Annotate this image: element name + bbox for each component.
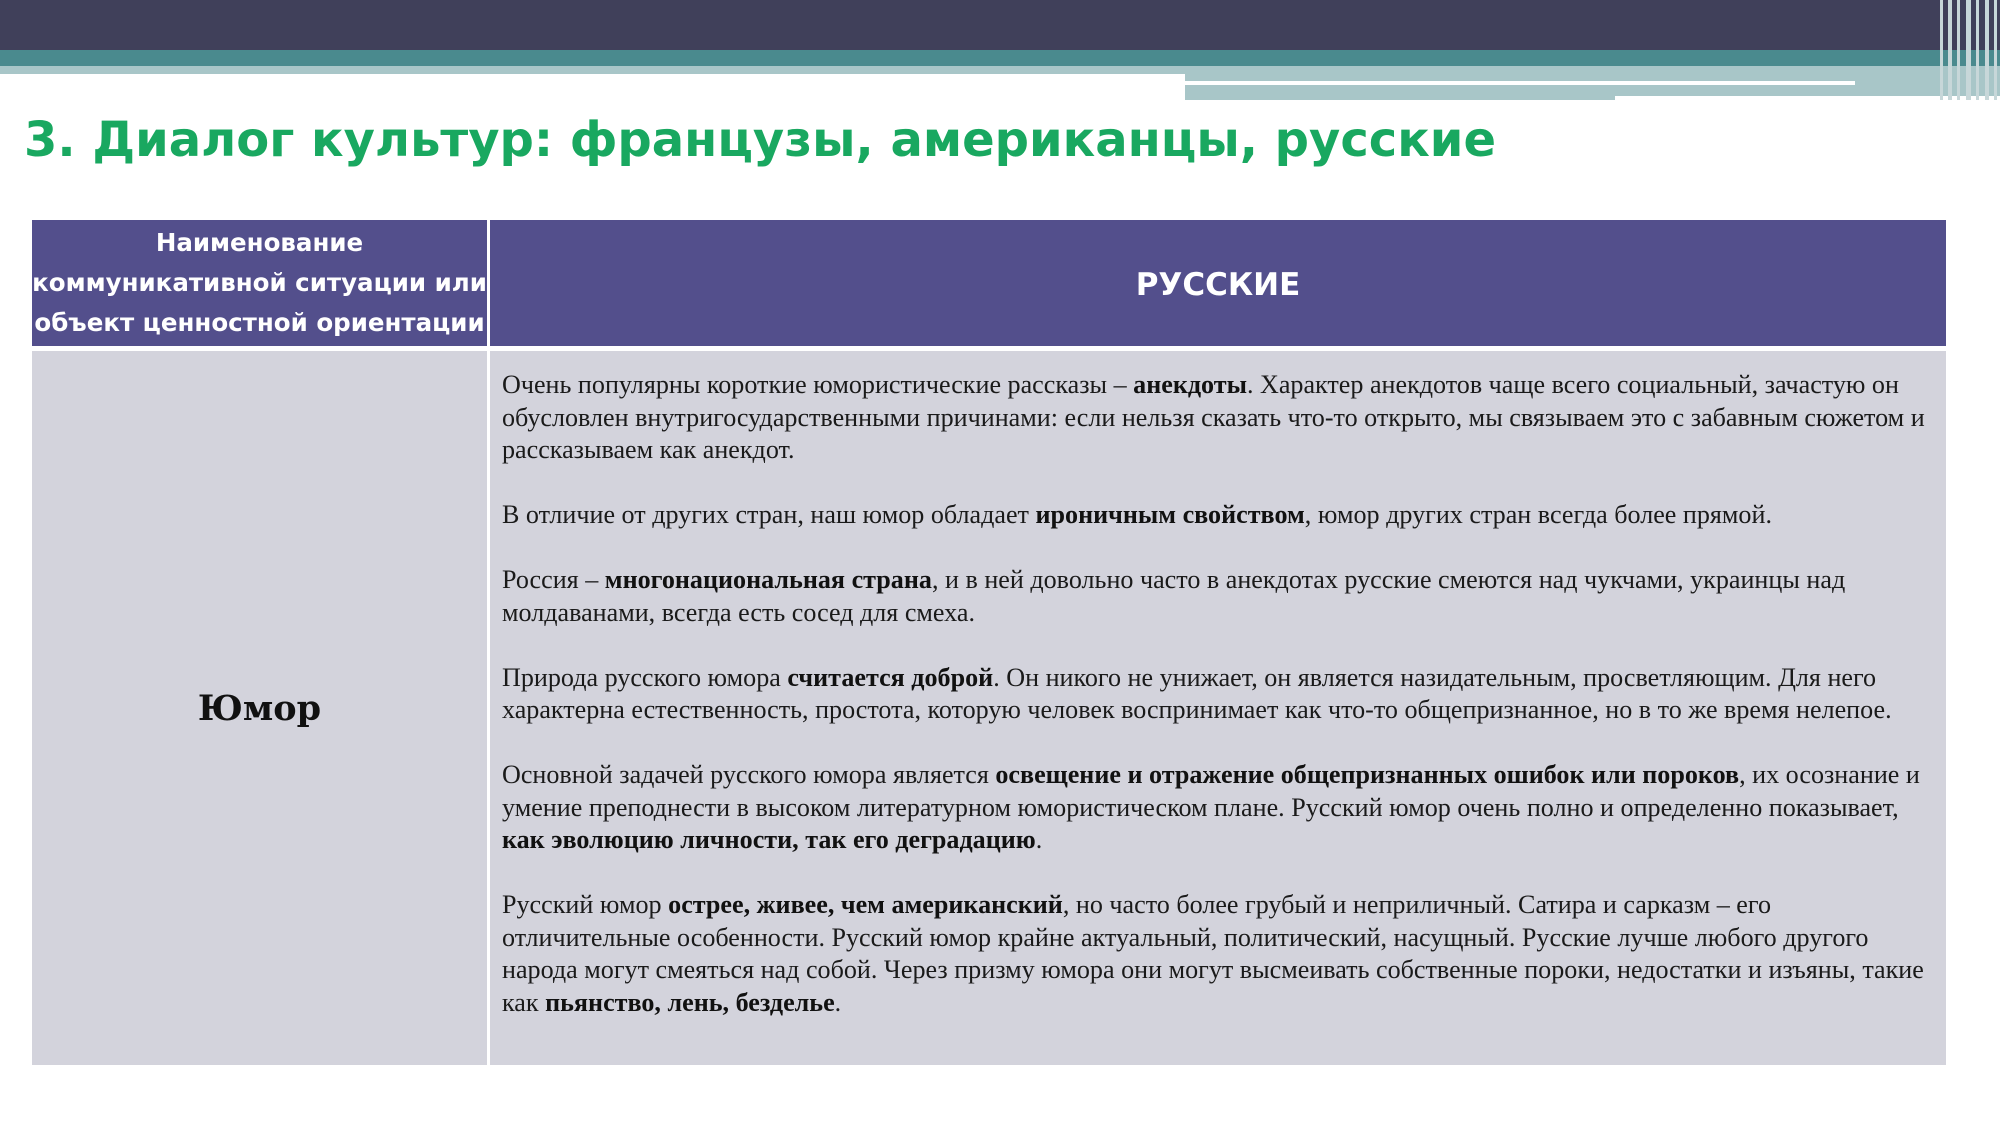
paragraph: В отличие от других стран, наш юмор обладает ироничным свойством, юмор других стран всегда более прямой.	[502, 500, 1772, 529]
paragraph: Русский юмор острее, живее, чем американский, но часто более грубый и неприличный. Сатира и сарказм – его отличительные особенности. Русский юмор крайне актуальный, политический, насущный. Русские лучше любого другого народа могут смеяться над собой. Через призму юмора они могут высмеивать собственные пороки, недостатки и изъяны, такие как пьянство, лень, безделье.	[502, 890, 1924, 1017]
row-label-cell	[32, 351, 487, 1065]
paragraph: Россия – многонациональная страна, и в ней довольно часто в анекдотах русские смеются над чукчами, украинцы над молдаванами, всегда есть сосед для смеха.	[502, 565, 1846, 627]
header-cell-russians: РУССКИЕ	[490, 220, 1946, 346]
row-content-cell	[490, 351, 1946, 1065]
light-band	[0, 66, 1185, 74]
corner-stripes	[1938, 0, 2000, 100]
comparison-table	[32, 220, 1946, 1065]
paragraph: Очень популярны короткие юмористические рассказы – анекдоты. Характер анекдотов чаще всего социальный, зачастую он обусловлен внутригосударственными причинами: если нельзя сказать что-то открыто, мы связываем это с забавным сюжетом и рассказываем как анекдот.	[502, 370, 1925, 464]
row-label-humor: Юмор	[197, 687, 322, 729]
paragraph: Природа русского юмора считается доброй. Он никого не унижает, он является назидательным, просветляющим. Для него характерна естественность, простота, которую человек воспринимает как что-то общепризнанное, но в то же время нелепое.	[502, 662, 1892, 724]
header-cell-situation: Наименование коммуникативной ситуации или объект ценностной ориентации	[32, 220, 487, 346]
teal-band	[0, 50, 2000, 66]
paragraph: Основной задачей русского юмора является освещение и отражение общепризнанных ошибок или пороков, их осознание и умение преподнести в высоком литературном юмористическом плане. Русский юмор очень полно и определенно показывает, как эволюцию личности, так его деградацию.	[502, 760, 1920, 854]
white-accent-line	[1185, 81, 1855, 85]
top-dark-bar	[0, 0, 2000, 50]
slide-title: 3. Диалог культур: французы, американцы, русские	[24, 112, 1496, 168]
